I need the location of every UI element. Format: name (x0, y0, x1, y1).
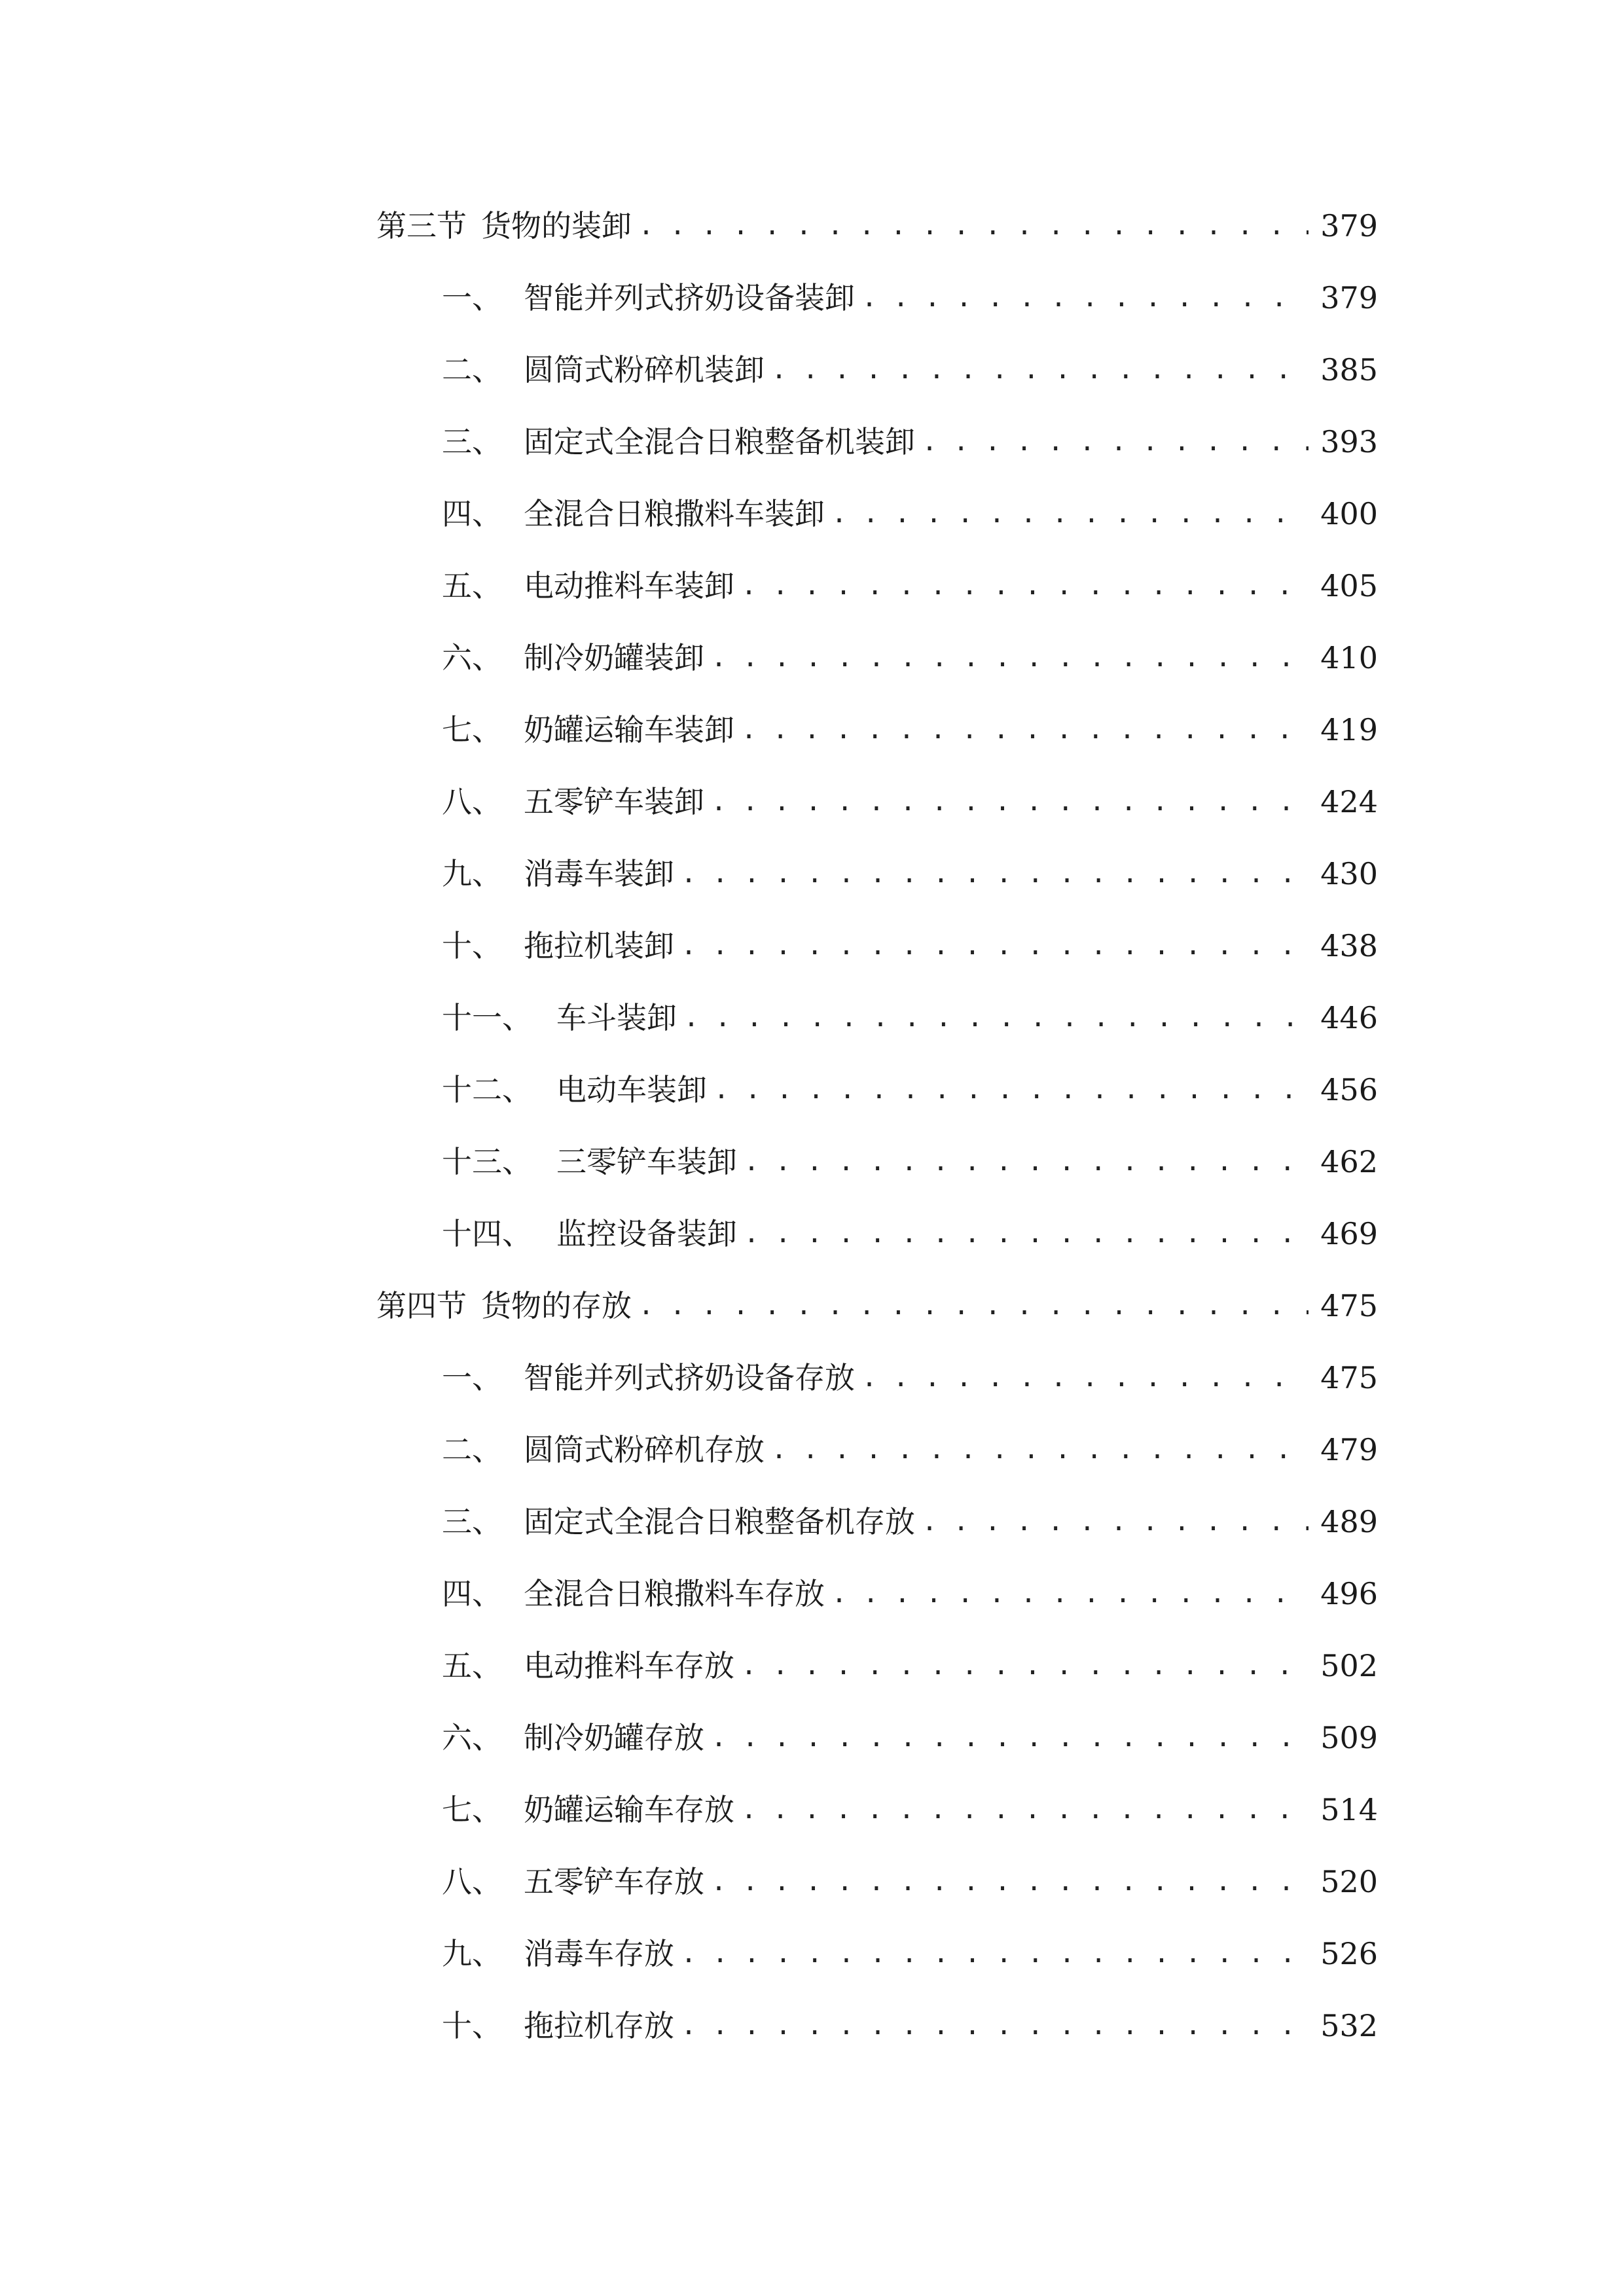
dot-leader (741, 694, 1308, 766)
entry-title: 圆筒式粉碎机存放 (524, 1432, 765, 1467)
page-number: 430 (1320, 856, 1378, 891)
dot-leader (922, 406, 1308, 478)
entry-title: 拖拉机装卸 (524, 928, 674, 963)
toc-entry[interactable] (376, 1846, 1378, 1918)
entry-number: 七、 (442, 1792, 502, 1827)
entry-title: 圆筒式粉碎机装卸 (524, 352, 765, 387)
entry-number: 九、 (442, 1936, 502, 1971)
dot-leader (741, 1630, 1308, 1702)
page-number: 479 (1320, 1432, 1378, 1467)
toc-entry[interactable] (376, 1630, 1378, 1702)
toc-entry[interactable] (376, 262, 1378, 334)
entry-title: 电动推料车装卸 (524, 568, 734, 603)
dot-leader (741, 550, 1308, 622)
dot-leader (711, 1846, 1308, 1918)
entry-title: 奶罐运输车装卸 (524, 712, 734, 747)
dot-leader (683, 982, 1308, 1054)
entry-number: 九、 (442, 856, 502, 891)
toc-entry[interactable] (376, 406, 1378, 478)
page-number: 385 (1320, 352, 1378, 387)
dot-leader (681, 838, 1308, 910)
dot-leader (681, 1918, 1308, 1990)
dot-leader (861, 1342, 1308, 1414)
page-number: 419 (1320, 712, 1378, 747)
page-number: 410 (1320, 640, 1378, 675)
page-number: 509 (1320, 1720, 1378, 1755)
entry-number: 六、 (442, 640, 502, 675)
dot-leader (744, 1198, 1308, 1270)
page-number: 456 (1320, 1072, 1378, 1107)
dot-leader (741, 1774, 1308, 1846)
entry-title: 电动车装卸 (556, 1072, 707, 1107)
dot-leader (771, 334, 1308, 406)
toc-entry[interactable] (376, 478, 1378, 550)
dot-leader (861, 262, 1308, 334)
page-number: 405 (1320, 568, 1378, 603)
toc-entry[interactable] (376, 1414, 1378, 1486)
page-number: 379 (1320, 280, 1378, 315)
page-number: 438 (1320, 928, 1378, 963)
entry-number: 十、 (442, 2008, 502, 2043)
entry-title: 电动推料车存放 (524, 1648, 734, 1683)
toc-entry[interactable] (376, 694, 1378, 766)
toc-entry[interactable] (376, 1054, 1378, 1126)
page-number: 514 (1320, 1792, 1378, 1827)
page-number: 502 (1320, 1648, 1378, 1683)
entry-title: 消毒车存放 (524, 1936, 674, 1971)
entry-number: 十三、 (442, 1144, 532, 1179)
table-of-contents (376, 190, 1378, 2062)
page-number: 526 (1320, 1936, 1378, 1971)
entry-number: 十二、 (442, 1072, 532, 1107)
entry-number: 十、 (442, 928, 502, 963)
toc-entry[interactable] (376, 1702, 1378, 1774)
entry-number: 七、 (442, 712, 502, 747)
entry-number: 八、 (442, 1864, 502, 1899)
page-number: 475 (1320, 1360, 1378, 1395)
page-number: 393 (1320, 424, 1378, 459)
entry-title: 固定式全混合日粮整备机装卸 (524, 424, 915, 459)
entry-number: 六、 (442, 1720, 502, 1755)
entry-number: 四、 (442, 1576, 502, 1611)
toc-entry[interactable] (376, 1918, 1378, 1990)
page-number: 475 (1320, 1288, 1378, 1323)
dot-leader (744, 1126, 1308, 1198)
page-number: 520 (1320, 1864, 1378, 1899)
toc-entry[interactable] (376, 1198, 1378, 1270)
entry-title: 全混合日粮撒料车存放 (524, 1576, 825, 1611)
dot-leader (771, 1414, 1308, 1486)
entry-title: 全混合日粮撒料车装卸 (524, 496, 825, 531)
toc-entry[interactable] (376, 982, 1378, 1054)
dot-leader (711, 1702, 1308, 1774)
entry-title: 制冷奶罐存放 (524, 1720, 704, 1755)
section-label: 第四节 (376, 1288, 467, 1323)
page-number: 469 (1320, 1216, 1378, 1251)
dot-leader (681, 910, 1308, 982)
toc-entry[interactable] (376, 766, 1378, 838)
dot-leader (831, 1558, 1308, 1630)
page-number: 424 (1320, 784, 1378, 819)
entry-number: 八、 (442, 784, 502, 819)
toc-entry[interactable] (376, 1774, 1378, 1846)
toc-section-heading[interactable] (376, 1270, 1378, 1342)
dot-leader (711, 766, 1308, 838)
dot-leader (711, 622, 1308, 694)
entry-title: 智能并列式挤奶设备存放 (524, 1360, 855, 1395)
dot-leader (638, 190, 1308, 262)
entry-number: 三、 (442, 424, 502, 459)
dot-leader (681, 1990, 1308, 2062)
section-title: 货物的存放 (481, 1288, 632, 1323)
toc-entry[interactable] (376, 1486, 1378, 1558)
entry-number: 十四、 (442, 1216, 532, 1251)
entry-title: 三零铲车装卸 (556, 1144, 737, 1179)
entry-title: 智能并列式挤奶设备装卸 (524, 280, 855, 315)
entry-number: 五、 (442, 1648, 502, 1683)
toc-entry[interactable] (376, 550, 1378, 622)
entry-number: 四、 (442, 496, 502, 531)
entry-title: 奶罐运输车存放 (524, 1792, 734, 1827)
entry-title: 五零铲车存放 (524, 1864, 704, 1899)
toc-entry[interactable] (376, 910, 1378, 982)
entry-title: 监控设备装卸 (556, 1216, 737, 1251)
entry-number: 一、 (442, 280, 502, 315)
toc-section-heading[interactable] (376, 190, 1378, 262)
page-number: 532 (1320, 2008, 1378, 2043)
page-number: 379 (1320, 208, 1378, 243)
toc-entry[interactable] (376, 1342, 1378, 1414)
toc-entry[interactable] (376, 838, 1378, 910)
dot-leader (713, 1054, 1308, 1126)
dot-leader (831, 478, 1308, 550)
entry-number: 二、 (442, 352, 502, 387)
entry-title: 制冷奶罐装卸 (524, 640, 704, 675)
entry-number: 三、 (442, 1504, 502, 1539)
entry-number: 十一、 (442, 1000, 532, 1035)
page-number: 462 (1320, 1144, 1378, 1179)
toc-entry[interactable] (376, 334, 1378, 406)
entry-title: 固定式全混合日粮整备机存放 (524, 1504, 915, 1539)
entry-title: 消毒车装卸 (524, 856, 674, 891)
entry-number: 一、 (442, 1360, 502, 1395)
entry-title: 拖拉机存放 (524, 2008, 674, 2043)
toc-entry[interactable] (376, 1126, 1378, 1198)
page-number: 400 (1320, 496, 1378, 531)
page-number: 496 (1320, 1576, 1378, 1611)
entry-number: 五、 (442, 568, 502, 603)
entry-number: 二、 (442, 1432, 502, 1467)
page-number: 446 (1320, 1000, 1378, 1035)
section-title: 货物的装卸 (481, 208, 632, 243)
section-label: 第三节 (376, 208, 467, 243)
dot-leader (638, 1270, 1308, 1342)
entry-title: 五零铲车装卸 (524, 784, 704, 819)
entry-title: 车斗装卸 (556, 1000, 677, 1035)
toc-entry[interactable] (376, 1990, 1378, 2062)
toc-entry[interactable] (376, 1558, 1378, 1630)
toc-entry[interactable] (376, 622, 1378, 694)
dot-leader (922, 1486, 1308, 1558)
page-number: 489 (1320, 1504, 1378, 1539)
